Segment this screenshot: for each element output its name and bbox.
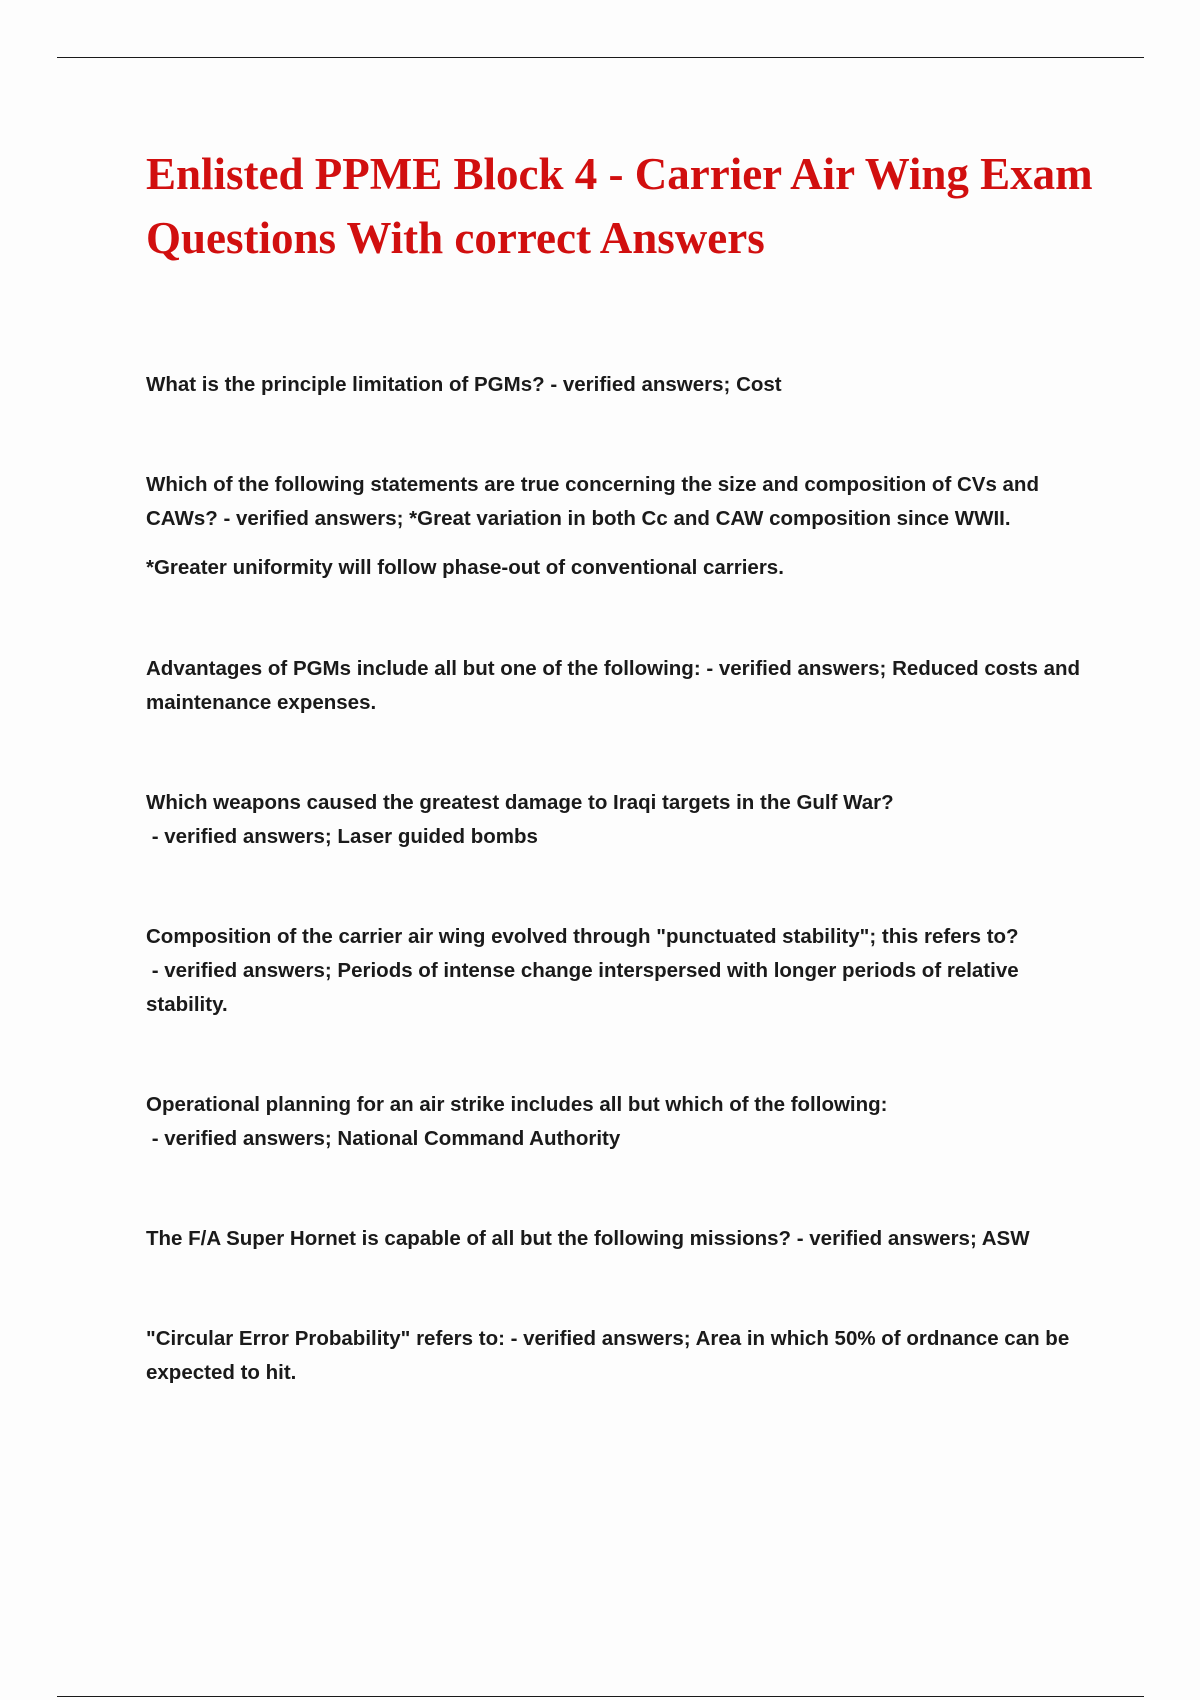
qa-item-6 <box>146 1088 1096 1156</box>
qa-item-5 <box>146 920 1096 1022</box>
answer-text: ASW <box>981 1227 1030 1250</box>
answer-marker: - verified answers; <box>791 1227 982 1250</box>
question-text: Composition of the carrier air wing evolved through "punctuated stability"; this refers to? <box>146 925 1019 948</box>
question-text: Which weapons caused the greatest damage to Iraqi targets in the Gulf War? <box>146 791 894 814</box>
answer-marker: - verified answers; <box>504 1327 696 1350</box>
question-text: Which of the following statements are true concerning the size and composition of CVs and CAWs? <box>146 473 1039 530</box>
qa-item-1 <box>146 368 1096 402</box>
answer-marker: - verified answers; <box>217 507 410 530</box>
top-rule <box>57 57 1144 58</box>
answer-text: Area in which 50% of ordnance can be expected to hit. <box>146 1327 1070 1384</box>
bottom-rule <box>57 1696 1144 1697</box>
answer-text: Periods of intense change interspersed with longer periods of relative stability. <box>146 959 1019 1016</box>
answer-text: National Command Authority <box>337 1127 621 1150</box>
question-text: Operational planning for an air strike includes all but which of the following: <box>146 1093 888 1116</box>
answer-text: *Great variation in both Cc and CAW composition since WWII. <box>409 507 1011 530</box>
document-title: Enlisted PPME Block 4 - Carrier Air Wing Exam Questions With correct Answers <box>146 149 1093 263</box>
qa-item-4 <box>146 786 1096 854</box>
answer-marker: - verified answers; <box>700 657 893 680</box>
answer-marker: - verified answers; <box>544 373 737 396</box>
answer-marker: - verified answers; <box>146 825 338 848</box>
answer-marker: - verified answers; <box>146 959 338 982</box>
answer-extra-text: *Greater uniformity will follow phase-out of conventional carriers. <box>146 556 784 579</box>
qa-item-2 <box>146 468 1096 536</box>
question-text: "Circular Error Probability" refers to: <box>146 1327 505 1350</box>
answer-text: Reduced costs and maintenance expenses. <box>146 657 1081 714</box>
answer-text: Cost <box>736 373 782 396</box>
question-text: What is the principle limitation of PGMs? <box>146 373 545 396</box>
qa-item-8 <box>146 1322 1096 1390</box>
qa-item-3 <box>146 652 1096 720</box>
qa-item-2-continuation <box>146 551 1096 585</box>
question-text: The F/A Super Hornet is capable of all but the following missions? <box>146 1227 792 1250</box>
answer-marker: - verified answers; <box>146 1127 338 1150</box>
question-text: Advantages of PGMs include all but one of the following: <box>146 657 701 680</box>
answer-text: Laser guided bombs <box>337 825 538 848</box>
qa-item-7 <box>146 1222 1096 1256</box>
